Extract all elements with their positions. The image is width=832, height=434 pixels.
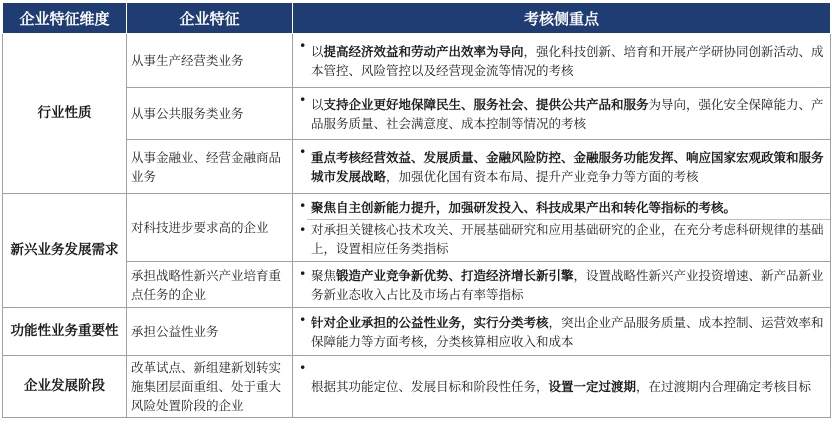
focus-text [311, 379, 811, 394]
body-text: 根据其功能定位、发展目标和阶段性任务， [311, 379, 549, 394]
focus-cell [293, 140, 831, 194]
feature-cell: 承担公益性业务 [127, 308, 293, 356]
bullet-icon: • [299, 144, 307, 159]
body-text: ，加强优化国有资本布局、提升产业竞争力等方面的考核 [386, 168, 699, 184]
body-text: 以 [311, 96, 324, 112]
focus-text [311, 268, 824, 302]
dimension-cell: 新兴业务发展需求 [3, 194, 127, 308]
focus-text [311, 200, 736, 215]
feature-cell: 改革试点、新组建新划转实施集团层面重组、处于重大风险处置阶段的企业 [127, 356, 293, 418]
focus-cell [293, 308, 831, 356]
body-text: 为导向，强化安全保障能力、产品服务质量、社会满意度、成本控制等情况的考核 [311, 96, 824, 131]
table-row [3, 140, 831, 194]
table-row [3, 308, 831, 356]
focus-cell [293, 356, 831, 418]
focus-cell [293, 88, 831, 140]
evaluation-table [2, 2, 831, 418]
body-text: ，设置战略性新兴产业投资增速、新产品新业务新业态收入占比及市场占有率等指标 [311, 267, 824, 302]
table-row [3, 88, 831, 140]
body-text: ，强化科技创新、培育和开展产学研协同创新活动、成本管控、风险管控以及经营现金流等情况的考核 [311, 43, 824, 78]
dimension-cell: 企业发展阶段 [3, 356, 127, 418]
bullet-icon: • [299, 360, 307, 375]
emphasis-text: 重点考核经营效益、发展质量、金融风险防控、金融服务功能发挥、响应国家宏观政策和服务城市发展战略 [311, 149, 824, 184]
body-text: 对承担关键核心技术攻关、开展基础研究和应用基础研究的企业，在充分考虑科研规律的基础上，设置相应任务类指标 [311, 221, 824, 256]
header-focus: 考核侧重点 [293, 3, 831, 34]
focus-text [311, 315, 824, 349]
focus-text [311, 150, 824, 184]
emphasis-text: 针对企业承担的公益性业务，实行分类考核 [311, 314, 549, 330]
feature-cell: 对科技进步要求高的企业 [127, 194, 293, 262]
bullet-icon: • [299, 221, 307, 237]
bullet-icon: • [299, 266, 307, 281]
dimension-cell: 功能性业务重要性 [3, 308, 127, 356]
header-row [3, 3, 831, 34]
feature-cell: 从事生产经营类业务 [127, 34, 293, 88]
feature-cell: 从事金融业、经营金融商品业务 [127, 140, 293, 194]
table-row [3, 262, 831, 308]
focus-cell [293, 194, 831, 262]
focus-text [311, 44, 824, 78]
table-row [3, 356, 831, 418]
emphasis-text: 聚焦自主创新能力提升，加强研发投入、科技成果产出和转化等指标的考核。 [311, 199, 737, 215]
header-dimension: 企业特征维度 [3, 3, 127, 34]
dimension-cell: 行业性质 [3, 34, 127, 194]
focus-cell [293, 34, 831, 88]
feature-cell: 从事公共服务类业务 [127, 88, 293, 140]
body-text: ，在过渡期内合理确定考核目标 [636, 379, 812, 394]
bullet-icon: • [299, 38, 307, 53]
feature-cell: 承担战略性新兴产业培育重点任务的企业 [127, 262, 293, 308]
focus-text [311, 97, 824, 131]
header-feature: 企业特征 [127, 3, 293, 34]
emphasis-text: 设置一定过渡期 [548, 379, 637, 394]
emphasis-text: 锻造产业竞争新优势、打造经济增长新引擎 [336, 267, 574, 283]
bullet-icon: • [299, 92, 307, 107]
body-text: ，突出企业产品服务质量、成本控制、运营效率和保障能力等方面考核，分类核算相应收入和成本 [311, 314, 824, 349]
bullet-icon: • [299, 312, 307, 327]
bullet-icon: • [299, 198, 307, 213]
body-text: 以 [311, 43, 324, 59]
emphasis-text: 支持企业更好地保障民生、服务社会、提供公共产品和服务 [323, 96, 649, 112]
table-row [3, 34, 831, 88]
focus-subitem [299, 220, 826, 258]
emphasis-text: 提高经济效益和劳动产出效率为导向 [323, 43, 524, 59]
focus-text [311, 222, 824, 256]
body-text: 聚焦 [311, 267, 337, 283]
table-row [3, 194, 831, 262]
focus-cell [293, 262, 831, 308]
